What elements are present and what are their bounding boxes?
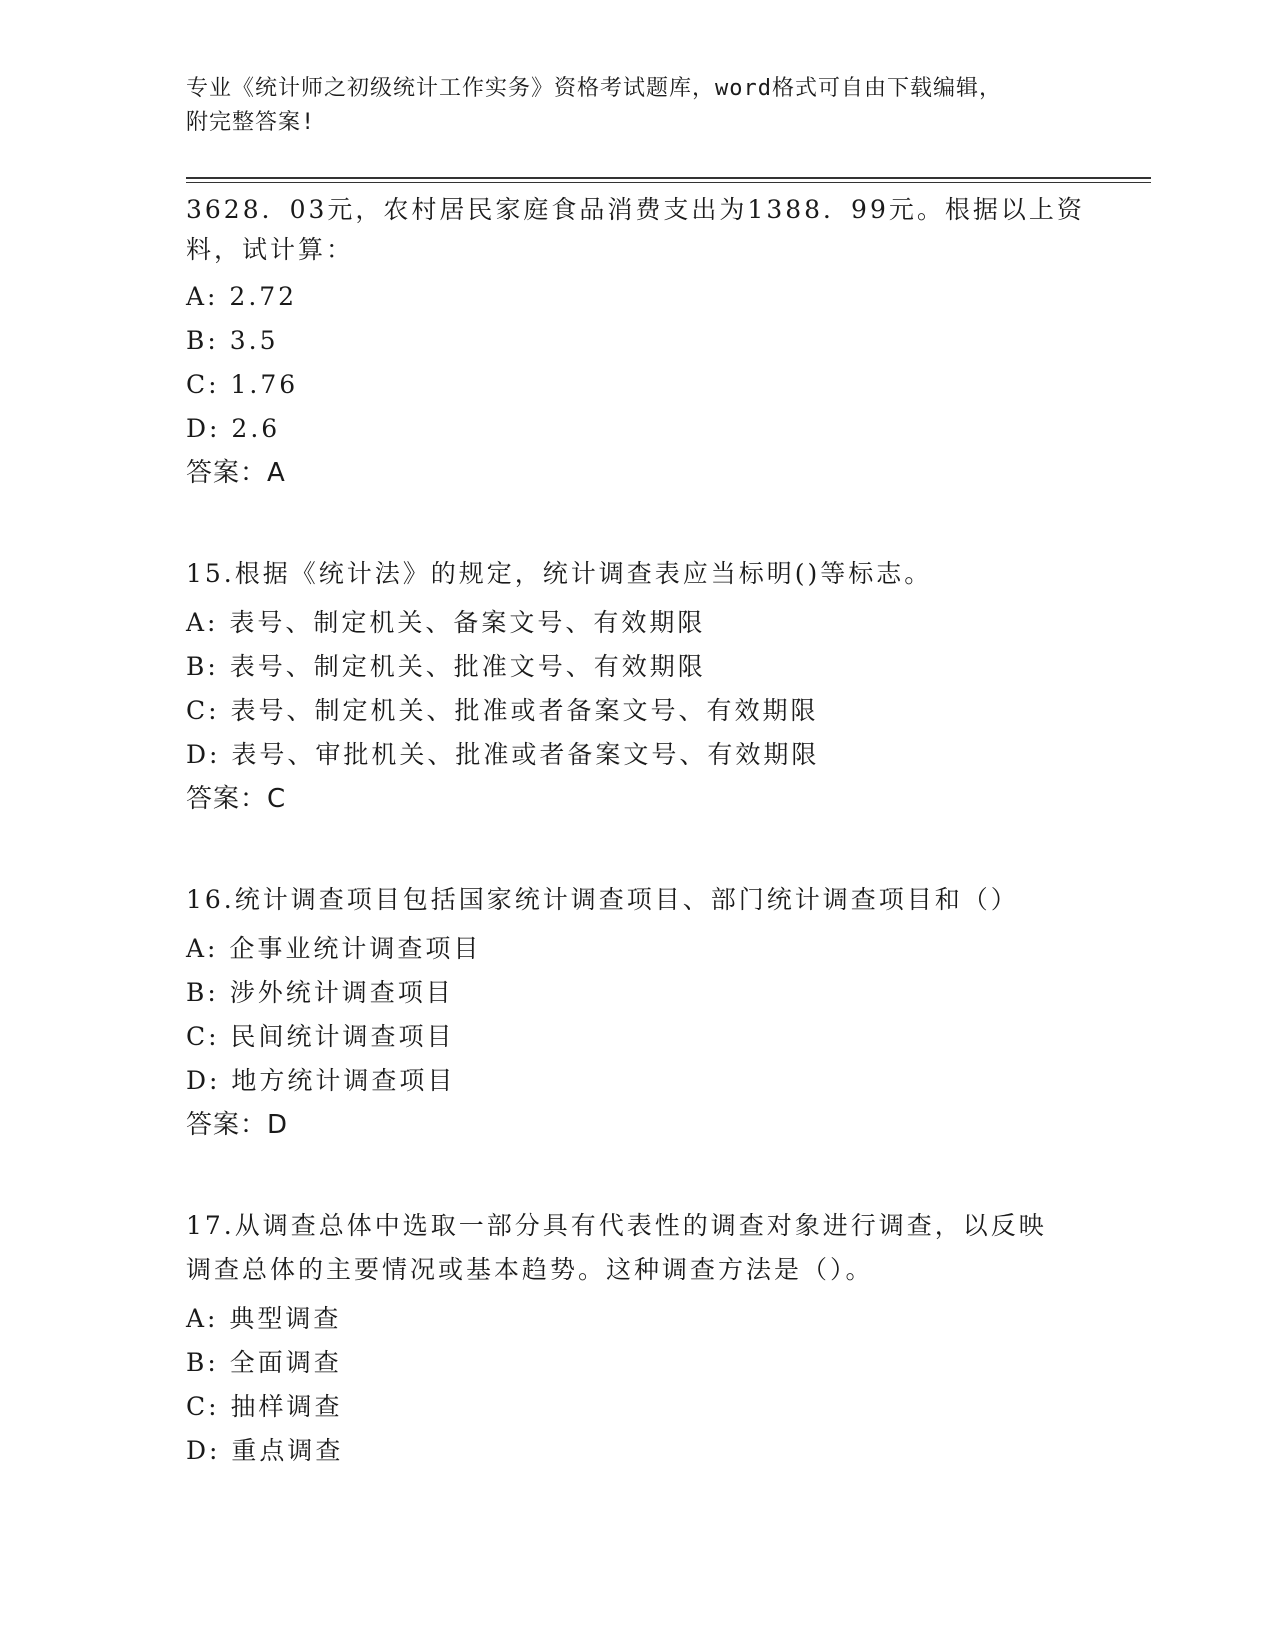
question-title: 16.统计调查项目包括国家统计调查项目、部门统计调查项目和（）	[186, 885, 1019, 914]
option-b: B: 全面调查	[186, 1348, 342, 1377]
document-header	[186, 72, 1086, 140]
spacer	[186, 1142, 1086, 1204]
header-rule-thick	[186, 177, 1151, 179]
option-c: C: 表号、制定机关、批准或者备案文号、有效期限	[186, 696, 819, 725]
option-b: B: 涉外统计调查项目	[186, 978, 454, 1007]
question-content	[186, 190, 1086, 1468]
question-text-line: 料，试计算：	[186, 235, 355, 264]
question-17	[186, 1204, 1086, 1468]
option-d: D: 2.6	[186, 414, 281, 443]
answer: 答案：A	[186, 458, 286, 488]
option-d: D: 表号、审批机关、批准或者备案文号、有效期限	[186, 740, 820, 769]
option-a: A: 企事业统计调查项目	[186, 934, 482, 963]
option-c: C: 抽样调查	[186, 1392, 343, 1421]
header-rule-thin	[186, 182, 1151, 183]
option-a: A: 表号、制定机关、备案文号、有效期限	[186, 608, 706, 637]
question-15	[186, 552, 1086, 816]
option-d: D: 重点调查	[186, 1436, 344, 1465]
question-continued	[186, 190, 1086, 490]
option-a: A: 2.72	[186, 282, 298, 311]
answer: 答案：D	[186, 1110, 289, 1140]
question-16	[186, 878, 1086, 1142]
option-c: C: 民间统计调查项目	[186, 1022, 455, 1051]
question-title-line-1: 17.从调查总体中选取一部分具有代表性的调查对象进行调查，以反映	[186, 1211, 1047, 1240]
option-b: B: 3.5	[186, 326, 279, 355]
header-line-1: 专业《统计师之初级统计工作实务》资格考试题库，word格式可自由下载编辑，	[186, 76, 1002, 101]
question-title: 15.根据《统计法》的规定，统计调查表应当标明()等标志。	[186, 559, 933, 588]
spacer	[186, 816, 1086, 878]
option-d: D: 地方统计调查项目	[186, 1066, 456, 1095]
header-line-2: 附完整答案!	[186, 110, 316, 135]
question-title-line-2: 调查总体的主要情况或基本趋势。这种调查方法是（）。	[186, 1255, 874, 1284]
question-text-line: 3628．03元，农村居民家庭食品消费支出为1388．99元。根据以上资	[186, 195, 1085, 224]
option-c: C: 1.76	[186, 370, 299, 399]
option-b: B: 表号、制定机关、批准文号、有效期限	[186, 652, 706, 681]
spacer	[186, 490, 1086, 552]
option-a: A: 典型调查	[186, 1304, 342, 1333]
answer: 答案：C	[186, 784, 287, 814]
